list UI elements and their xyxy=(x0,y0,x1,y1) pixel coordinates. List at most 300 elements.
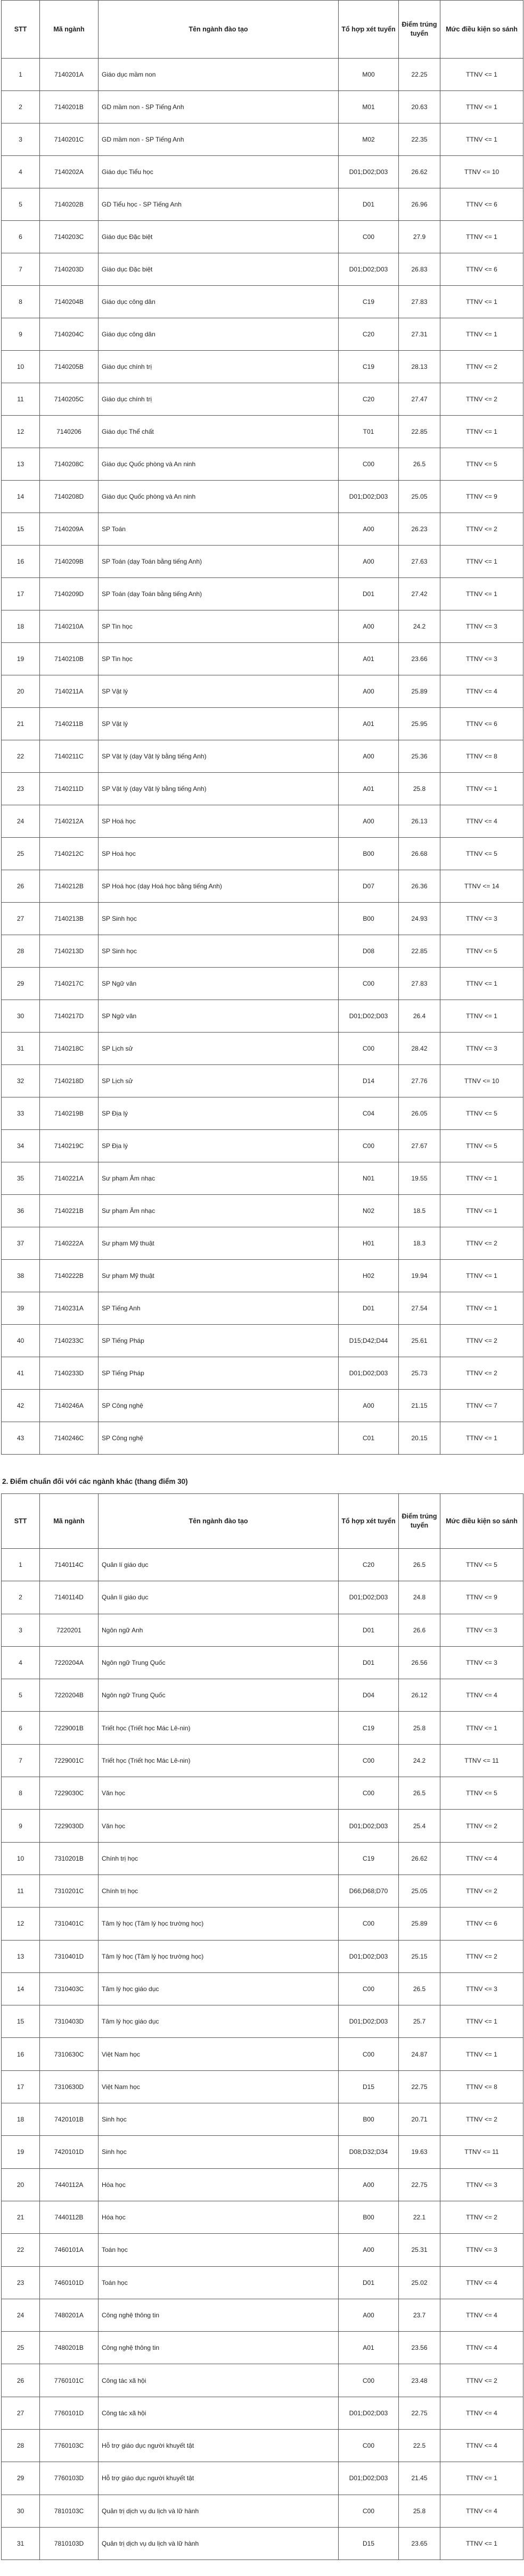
table-row xyxy=(2,2266,523,2299)
row-code: 7310201B xyxy=(40,1842,99,1875)
row-code: 7140205B xyxy=(40,351,99,383)
row-stt: 17 xyxy=(2,578,40,610)
table-row xyxy=(2,1130,523,1162)
row-combination: C00 xyxy=(339,2430,399,2462)
row-condition: TTNV <= 2 xyxy=(440,1875,523,1907)
row-stt: 19 xyxy=(2,2136,40,2168)
row-code: 7140206 xyxy=(40,416,99,448)
row-stt: 5 xyxy=(2,1679,40,1712)
row-score: 23.7 xyxy=(399,2299,440,2331)
row-stt: 27 xyxy=(2,903,40,935)
row-score: 25.7 xyxy=(399,2005,440,2038)
row-stt: 41 xyxy=(2,1357,40,1390)
row-major: SP Địa lý xyxy=(99,1097,339,1130)
table-row xyxy=(2,838,523,870)
table-row xyxy=(2,2234,523,2266)
row-score: 22.75 xyxy=(399,2168,440,2201)
row-major: Công nghệ thông tin xyxy=(99,2299,339,2331)
row-code: 7140213D xyxy=(40,935,99,968)
row-condition: TTNV <= 1 xyxy=(440,286,523,318)
row-major: SP Vật lý (dạy Vật lý bằng tiếng Anh) xyxy=(99,773,339,805)
row-stt: 30 xyxy=(2,1000,40,1033)
row-condition: TTNV <= 5 xyxy=(440,1549,523,1581)
row-stt: 14 xyxy=(2,1972,40,2005)
row-score: 25.61 xyxy=(399,1325,440,1357)
row-condition: TTNV <= 2 xyxy=(440,2201,523,2233)
table-row xyxy=(2,2430,523,2462)
row-condition: TTNV <= 3 xyxy=(440,643,523,675)
row-condition: TTNV <= 1 xyxy=(440,1422,523,1455)
row-score: 25.95 xyxy=(399,708,440,740)
row-major: Giáo dục Thể chất xyxy=(99,416,339,448)
row-score: 22.5 xyxy=(399,2430,440,2462)
row-combination: C19 xyxy=(339,1712,399,1744)
row-code: 7480201A xyxy=(40,2299,99,2331)
table-row xyxy=(2,2462,523,2495)
table-row xyxy=(2,318,523,351)
row-stt: 21 xyxy=(2,708,40,740)
table-row xyxy=(2,1000,523,1033)
row-condition: TTNV <= 6 xyxy=(440,708,523,740)
row-code: 7140222A xyxy=(40,1227,99,1260)
row-condition: TTNV <= 4 xyxy=(440,2332,523,2364)
row-condition: TTNV <= 1 xyxy=(440,221,523,253)
row-code: 7310630C xyxy=(40,2038,99,2070)
table-row xyxy=(2,1549,523,1581)
row-condition: TTNV <= 2 xyxy=(440,351,523,383)
row-score: 25.89 xyxy=(399,675,440,708)
row-major: SP Địa lý xyxy=(99,1130,339,1162)
row-condition: TTNV <= 5 xyxy=(440,448,523,481)
row-score: 26.56 xyxy=(399,1646,440,1679)
row-major: Sư phạm Âm nhạc xyxy=(99,1195,339,1227)
row-stt: 8 xyxy=(2,1777,40,1810)
page-bottom-space xyxy=(0,2560,524,2573)
row-combination: C00 xyxy=(339,1972,399,2005)
row-score: 28.42 xyxy=(399,1033,440,1065)
row-code: 7140210B xyxy=(40,643,99,675)
row-condition: TTNV <= 6 xyxy=(440,1908,523,1940)
row-combination: A00 xyxy=(339,740,399,773)
row-condition: TTNV <= 3 xyxy=(440,903,523,935)
table-row xyxy=(2,448,523,481)
row-score: 26.96 xyxy=(399,188,440,221)
row-stt: 8 xyxy=(2,286,40,318)
row-stt: 26 xyxy=(2,870,40,903)
row-condition: TTNV <= 2 xyxy=(440,2103,523,2136)
row-score: 24.87 xyxy=(399,2038,440,2070)
row-condition: TTNV <= 1 xyxy=(440,123,523,156)
row-combination: C00 xyxy=(339,2495,399,2527)
row-combination: A00 xyxy=(339,2234,399,2266)
row-condition: TTNV <= 2 xyxy=(440,383,523,416)
row-major: Tâm lý học giáo dục xyxy=(99,1972,339,2005)
row-score: 27.31 xyxy=(399,318,440,351)
row-stt: 2 xyxy=(2,1581,40,1614)
row-combination: A01 xyxy=(339,773,399,805)
row-condition: TTNV <= 2 xyxy=(440,1357,523,1390)
table-row xyxy=(2,2397,523,2429)
row-combination: D01;D02;D03 xyxy=(339,156,399,188)
table-row xyxy=(2,740,523,773)
row-combination: A00 xyxy=(339,546,399,578)
row-stt: 1 xyxy=(2,1549,40,1581)
row-condition: TTNV <= 4 xyxy=(440,1842,523,1875)
row-score: 18.5 xyxy=(399,1195,440,1227)
row-major: Giáo dục chính trị xyxy=(99,351,339,383)
col-header-combination: Tổ hợp xét tuyển xyxy=(339,1,399,59)
row-combination: B00 xyxy=(339,903,399,935)
row-condition: TTNV <= 4 xyxy=(440,2299,523,2331)
row-condition: TTNV <= 14 xyxy=(440,870,523,903)
row-stt: 23 xyxy=(2,773,40,805)
row-score: 27.76 xyxy=(399,1065,440,1097)
table-row xyxy=(2,513,523,546)
col-header-major: Tên ngành đào tạo xyxy=(99,1494,339,1549)
row-combination: M00 xyxy=(339,59,399,91)
row-major: Sư phạm Âm nhạc xyxy=(99,1162,339,1195)
row-code: 7140219C xyxy=(40,1130,99,1162)
row-condition: TTNV <= 4 xyxy=(440,2266,523,2299)
row-stt: 14 xyxy=(2,481,40,513)
col-header-score: Điểm trúng tuyển xyxy=(399,1,440,59)
row-major: SP Sinh học xyxy=(99,935,339,968)
section-2-heading: 2. Điểm chuẩn đối với các ngành khác (thang điểm 30) xyxy=(2,1477,188,1485)
row-major: Giáo dục Quốc phòng và An ninh xyxy=(99,448,339,481)
row-condition: TTNV <= 9 xyxy=(440,1581,523,1614)
row-combination: D01 xyxy=(339,2266,399,2299)
table-row xyxy=(2,1422,523,1455)
row-major: SP Tiếng Anh xyxy=(99,1292,339,1325)
row-code: 7140212B xyxy=(40,870,99,903)
row-major: Quản lí giáo dục xyxy=(99,1549,339,1581)
table-row xyxy=(2,1065,523,1097)
row-major: Hóa học xyxy=(99,2201,339,2233)
row-stt: 42 xyxy=(2,1390,40,1422)
row-score: 26.5 xyxy=(399,1777,440,1810)
row-score: 22.85 xyxy=(399,935,440,968)
row-score: 19.63 xyxy=(399,2136,440,2168)
col-header-score: Điểm trúng tuyển xyxy=(399,1494,440,1549)
row-score: 27.54 xyxy=(399,1292,440,1325)
row-code: 7229030D xyxy=(40,1810,99,1842)
row-major: Giáo dục Quốc phòng và An ninh xyxy=(99,481,339,513)
row-combination: C00 xyxy=(339,1777,399,1810)
row-code: 7140211D xyxy=(40,773,99,805)
row-code: 7140212A xyxy=(40,805,99,838)
row-major: SP Toán xyxy=(99,513,339,546)
row-major: Sinh học xyxy=(99,2136,339,2168)
row-code: 7140209A xyxy=(40,513,99,546)
row-combination: C00 xyxy=(339,1130,399,1162)
row-stt: 10 xyxy=(2,1842,40,1875)
row-score: 23.66 xyxy=(399,643,440,675)
row-condition: TTNV <= 5 xyxy=(440,1130,523,1162)
row-combination: C19 xyxy=(339,351,399,383)
row-stt: 21 xyxy=(2,2201,40,2233)
row-combination: N02 xyxy=(339,1195,399,1227)
row-major: Giáo dục Đặc biệt xyxy=(99,221,339,253)
row-code: 7140203D xyxy=(40,253,99,286)
row-stt: 7 xyxy=(2,253,40,286)
row-score: 26.5 xyxy=(399,1972,440,2005)
table-row xyxy=(2,870,523,903)
row-major: SP Lịch sử xyxy=(99,1065,339,1097)
table-row xyxy=(2,1292,523,1325)
table-row xyxy=(2,2038,523,2070)
row-score: 20.71 xyxy=(399,2103,440,2136)
row-condition: TTNV <= 1 xyxy=(440,968,523,1000)
table-header-row xyxy=(2,1494,523,1549)
row-code: 7760101C xyxy=(40,2364,99,2397)
row-major: Toán học xyxy=(99,2234,339,2266)
row-stt: 17 xyxy=(2,2070,40,2103)
row-stt: 6 xyxy=(2,221,40,253)
row-major: Việt Nam học xyxy=(99,2038,339,2070)
row-condition: TTNV <= 2 xyxy=(440,2364,523,2397)
row-combination: D15 xyxy=(339,2527,399,2560)
row-code: 7140210A xyxy=(40,610,99,643)
row-score: 26.62 xyxy=(399,156,440,188)
row-code: 7140218D xyxy=(40,1065,99,1097)
row-stt: 13 xyxy=(2,1940,40,1972)
row-stt: 1 xyxy=(2,59,40,91)
row-score: 27.47 xyxy=(399,383,440,416)
row-code: 7140211B xyxy=(40,708,99,740)
row-condition: TTNV <= 2 xyxy=(440,1810,523,1842)
table-row xyxy=(2,1390,523,1422)
row-stt: 26 xyxy=(2,2364,40,2397)
row-score: 25.8 xyxy=(399,773,440,805)
row-stt: 22 xyxy=(2,740,40,773)
row-code: 7140201C xyxy=(40,123,99,156)
row-major: Chính trị học xyxy=(99,1842,339,1875)
table-row xyxy=(2,578,523,610)
table-row xyxy=(2,903,523,935)
row-stt: 15 xyxy=(2,513,40,546)
row-code: 7440112A xyxy=(40,2168,99,2201)
row-condition: TTNV <= 5 xyxy=(440,838,523,870)
row-condition: TTNV <= 1 xyxy=(440,1260,523,1292)
row-combination: D01;D02;D03 xyxy=(339,1940,399,1972)
row-major: SP Lịch sử xyxy=(99,1033,339,1065)
row-major: Ngôn ngữ Anh xyxy=(99,1614,339,1646)
row-score: 21.15 xyxy=(399,1390,440,1422)
row-major: Giáo dục công dân xyxy=(99,318,339,351)
row-combination: D01 xyxy=(339,1292,399,1325)
row-combination: M01 xyxy=(339,91,399,123)
row-condition: TTNV <= 1 xyxy=(440,318,523,351)
section-gap xyxy=(0,1455,524,1470)
row-code: 7220204B xyxy=(40,1679,99,1712)
row-combination: C00 xyxy=(339,2364,399,2397)
table-row xyxy=(2,351,523,383)
row-score: 27.42 xyxy=(399,578,440,610)
row-combination: D08;D32;D34 xyxy=(339,2136,399,2168)
row-combination: D01;D02;D03 xyxy=(339,1000,399,1033)
row-combination: D08 xyxy=(339,935,399,968)
row-code: 7220201 xyxy=(40,1614,99,1646)
row-major: SP Hoá học (dạy Hoá học bằng tiếng Anh) xyxy=(99,870,339,903)
table-row xyxy=(2,1162,523,1195)
row-stt: 9 xyxy=(2,318,40,351)
row-stt: 24 xyxy=(2,805,40,838)
row-condition: TTNV <= 5 xyxy=(440,935,523,968)
row-condition: TTNV <= 4 xyxy=(440,2430,523,2462)
row-combination: A00 xyxy=(339,805,399,838)
row-condition: TTNV <= 3 xyxy=(440,610,523,643)
row-code: 7140219B xyxy=(40,1097,99,1130)
row-stt: 43 xyxy=(2,1422,40,1455)
row-condition: TTNV <= 1 xyxy=(440,1712,523,1744)
row-major: Hỗ trợ giáo dục người khuyết tật xyxy=(99,2430,339,2462)
row-score: 20.15 xyxy=(399,1422,440,1455)
row-code: 7760103C xyxy=(40,2430,99,2462)
row-score: 22.75 xyxy=(399,2070,440,2103)
row-combination: D01 xyxy=(339,1646,399,1679)
row-stt: 34 xyxy=(2,1130,40,1162)
row-major: Văn học xyxy=(99,1810,339,1842)
row-code: 7140222B xyxy=(40,1260,99,1292)
table-row xyxy=(2,1744,523,1777)
row-stt: 29 xyxy=(2,2462,40,2495)
row-condition: TTNV <= 2 xyxy=(440,513,523,546)
table-row xyxy=(2,2201,523,2233)
row-combination: A01 xyxy=(339,2332,399,2364)
row-condition: TTNV <= 10 xyxy=(440,1065,523,1097)
row-combination: D01;D02;D03 xyxy=(339,253,399,286)
row-stt: 28 xyxy=(2,2430,40,2462)
table-row xyxy=(2,2103,523,2136)
table-row xyxy=(2,2168,523,2201)
col-header-combination: Tổ hợp xét tuyển xyxy=(339,1494,399,1549)
row-condition: TTNV <= 4 xyxy=(440,2495,523,2527)
row-combination: D01;D02;D03 xyxy=(339,1357,399,1390)
row-code: 7310403D xyxy=(40,2005,99,2038)
row-code: 7229001B xyxy=(40,1712,99,1744)
row-condition: TTNV <= 10 xyxy=(440,156,523,188)
row-score: 23.48 xyxy=(399,2364,440,2397)
row-condition: TTNV <= 1 xyxy=(440,2005,523,2038)
row-condition: TTNV <= 11 xyxy=(440,2136,523,2168)
row-score: 26.4 xyxy=(399,1000,440,1033)
row-score: 25.15 xyxy=(399,1940,440,1972)
table-row xyxy=(2,1679,523,1712)
row-major: SP Toán (dạy Toán bằng tiếng Anh) xyxy=(99,546,339,578)
row-score: 25.8 xyxy=(399,2495,440,2527)
col-header-condition: Mức điều kiện so sánh xyxy=(440,1,523,59)
row-code: 7220204A xyxy=(40,1646,99,1679)
table-row xyxy=(2,156,523,188)
table-row xyxy=(2,188,523,221)
row-score: 25.05 xyxy=(399,481,440,513)
row-stt: 11 xyxy=(2,1875,40,1907)
row-code: 7810103C xyxy=(40,2495,99,2527)
row-stt: 16 xyxy=(2,546,40,578)
row-combination: T01 xyxy=(339,416,399,448)
row-code: 7140201B xyxy=(40,91,99,123)
row-condition: TTNV <= 3 xyxy=(440,1614,523,1646)
row-condition: TTNV <= 1 xyxy=(440,773,523,805)
row-combination: C00 xyxy=(339,2038,399,2070)
row-score: 26.5 xyxy=(399,448,440,481)
row-stt: 16 xyxy=(2,2038,40,2070)
row-score: 26.36 xyxy=(399,870,440,903)
row-combination: C00 xyxy=(339,1033,399,1065)
row-score: 26.5 xyxy=(399,1549,440,1581)
row-major: Quản lí giáo dục xyxy=(99,1581,339,1614)
table-row xyxy=(2,1260,523,1292)
row-combination: C20 xyxy=(339,383,399,416)
row-score: 19.94 xyxy=(399,1260,440,1292)
table-row xyxy=(2,2070,523,2103)
row-code: 7140213B xyxy=(40,903,99,935)
row-score: 23.56 xyxy=(399,2332,440,2364)
table-row xyxy=(2,1842,523,1875)
row-stt: 25 xyxy=(2,2332,40,2364)
row-major: SP Tin học xyxy=(99,643,339,675)
row-score: 26.83 xyxy=(399,253,440,286)
row-major: Công tác xã hội xyxy=(99,2397,339,2429)
table-row xyxy=(2,123,523,156)
row-condition: TTNV <= 2 xyxy=(440,1940,523,1972)
row-combination: D01;D02;D03 xyxy=(339,2462,399,2495)
row-combination: C04 xyxy=(339,1097,399,1130)
table-row xyxy=(2,968,523,1000)
row-stt: 37 xyxy=(2,1227,40,1260)
row-stt: 7 xyxy=(2,1744,40,1777)
row-major: SP Vật lý xyxy=(99,708,339,740)
row-code: 7140221A xyxy=(40,1162,99,1195)
table-row xyxy=(2,1097,523,1130)
row-code: 7140205C xyxy=(40,383,99,416)
row-condition: TTNV <= 11 xyxy=(440,1744,523,1777)
row-combination: D66;D68;D70 xyxy=(339,1875,399,1907)
row-combination: C00 xyxy=(339,448,399,481)
table-row xyxy=(2,481,523,513)
row-combination: B00 xyxy=(339,2201,399,2233)
table-row xyxy=(2,1712,523,1744)
col-header-stt: STT xyxy=(2,1494,40,1549)
row-combination: A00 xyxy=(339,2168,399,2201)
row-code: 7140217C xyxy=(40,968,99,1000)
row-score: 24.93 xyxy=(399,903,440,935)
row-stt: 6 xyxy=(2,1712,40,1744)
row-code: 7140233C xyxy=(40,1325,99,1357)
table-row xyxy=(2,1614,523,1646)
row-score: 25.36 xyxy=(399,740,440,773)
row-combination: D01 xyxy=(339,578,399,610)
row-code: 7310630D xyxy=(40,2070,99,2103)
table-row xyxy=(2,1581,523,1614)
row-stt: 12 xyxy=(2,416,40,448)
row-major: SP Hoá học xyxy=(99,838,339,870)
row-code: 7140208C xyxy=(40,448,99,481)
row-stt: 24 xyxy=(2,2299,40,2331)
row-major: Ngôn ngữ Trung Quốc xyxy=(99,1646,339,1679)
row-condition: TTNV <= 1 xyxy=(440,1000,523,1033)
row-stt: 10 xyxy=(2,351,40,383)
table-row xyxy=(2,59,523,91)
row-condition: TTNV <= 4 xyxy=(440,805,523,838)
table-row xyxy=(2,2527,523,2560)
row-score: 26.05 xyxy=(399,1097,440,1130)
row-score: 24.2 xyxy=(399,610,440,643)
row-code: 7140233D xyxy=(40,1357,99,1390)
row-combination: A00 xyxy=(339,1390,399,1422)
row-code: 7460101A xyxy=(40,2234,99,2266)
row-condition: TTNV <= 1 xyxy=(440,91,523,123)
